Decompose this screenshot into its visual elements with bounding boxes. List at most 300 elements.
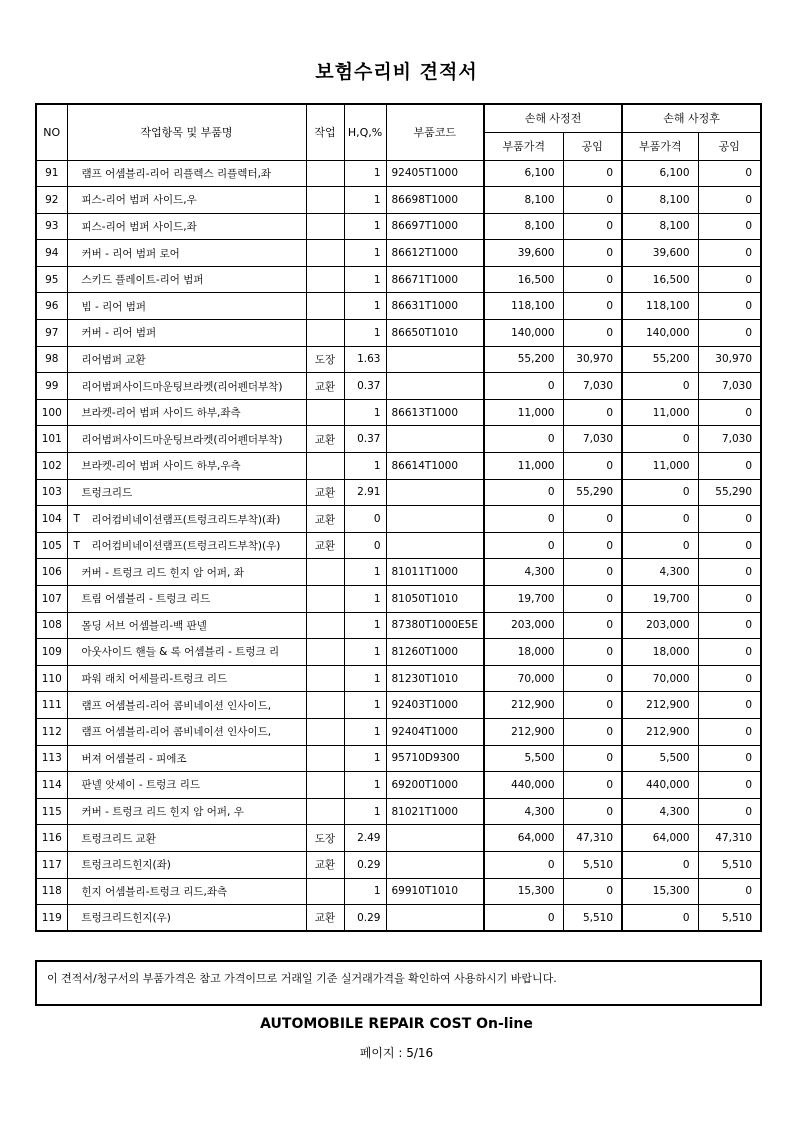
item-name: 리어범퍼사이드마운팅브라켓(리어펜더부착) — [81, 433, 283, 446]
before-part-price: 19,700 — [484, 586, 563, 613]
after-part-price: 0 — [622, 905, 698, 932]
item-name: 램프 어셈블리-리어 콤비네이션 인사이드, — [81, 699, 272, 712]
table-row — [36, 586, 761, 613]
hq-value: 1 — [344, 745, 386, 772]
before-part-price: 4,300 — [484, 559, 563, 586]
hq-value: 0.37 — [344, 426, 386, 453]
part-code: 69910T1010 — [386, 878, 484, 905]
item-name: 트렁크리드힌지(좌) — [81, 859, 171, 872]
before-labor: 0 — [563, 160, 622, 187]
before-part-price: 55,200 — [484, 346, 563, 373]
t-flag: T — [73, 539, 80, 552]
before-part-price: 212,900 — [484, 718, 563, 745]
hq-value: 1 — [344, 692, 386, 719]
item-name: 트림 어셈블리 - 트렁크 리드 — [81, 593, 211, 606]
item-name-cell — [67, 825, 306, 852]
header-hq: H,Q,% — [344, 104, 386, 160]
row-number: 92 — [36, 187, 67, 214]
after-part-price: 440,000 — [622, 772, 698, 799]
work-type — [306, 639, 344, 666]
part-code — [386, 346, 484, 373]
row-number: 116 — [36, 825, 67, 852]
before-part-price: 5,500 — [484, 745, 563, 772]
after-labor: 0 — [698, 665, 761, 692]
item-name-cell — [67, 612, 306, 639]
after-labor: 5,510 — [698, 905, 761, 932]
item-name-cell — [67, 639, 306, 666]
work-type — [306, 453, 344, 480]
after-part-price: 118,100 — [622, 293, 698, 320]
after-labor: 0 — [698, 772, 761, 799]
row-number: 97 — [36, 320, 67, 347]
after-part-price: 0 — [622, 506, 698, 533]
work-type — [306, 745, 344, 772]
table-row — [36, 373, 761, 400]
table-row — [36, 399, 761, 426]
header-before-part-price: 부품가격 — [484, 132, 563, 160]
after-labor: 0 — [698, 878, 761, 905]
part-code — [386, 825, 484, 852]
before-labor: 0 — [563, 665, 622, 692]
before-labor: 0 — [563, 187, 622, 214]
table-row — [36, 692, 761, 719]
item-name: 트렁크리드 교환 — [81, 832, 156, 845]
row-number: 110 — [36, 665, 67, 692]
part-code — [386, 373, 484, 400]
item-name-cell — [67, 718, 306, 745]
part-code: 92405T1000 — [386, 160, 484, 187]
after-part-price: 4,300 — [622, 798, 698, 825]
hq-value: 2.49 — [344, 825, 386, 852]
work-type — [306, 320, 344, 347]
before-part-price: 70,000 — [484, 665, 563, 692]
header-item: 작업항목 및 부품명 — [67, 104, 306, 160]
before-part-price: 64,000 — [484, 825, 563, 852]
after-labor: 0 — [698, 320, 761, 347]
hq-value: 1 — [344, 798, 386, 825]
page-title: 보험수리비 견적서 — [315, 61, 478, 83]
before-part-price: 16,500 — [484, 266, 563, 293]
item-name-cell — [67, 240, 306, 267]
table-row — [36, 798, 761, 825]
work-type — [306, 718, 344, 745]
after-labor: 0 — [698, 745, 761, 772]
hq-value: 1 — [344, 586, 386, 613]
before-labor: 7,030 — [563, 426, 622, 453]
table-row — [36, 772, 761, 799]
item-name: 빔 - 리어 범퍼 — [81, 300, 147, 313]
hq-value: 1 — [344, 453, 386, 480]
before-labor: 0 — [563, 559, 622, 586]
item-name-cell — [67, 426, 306, 453]
item-name: 리어컴비네이션램프(트렁크리드부착)(좌) — [91, 513, 281, 526]
after-part-price: 39,600 — [622, 240, 698, 267]
row-number: 95 — [36, 266, 67, 293]
row-number: 100 — [36, 399, 67, 426]
after-part-price: 212,900 — [622, 692, 698, 719]
table-row — [36, 240, 761, 267]
hq-value: 1 — [344, 187, 386, 214]
before-labor: 5,510 — [563, 851, 622, 878]
work-type — [306, 187, 344, 214]
item-name: 리어범퍼 교환 — [81, 353, 146, 366]
work-type: 교환 — [306, 373, 344, 400]
before-part-price: 0 — [484, 373, 563, 400]
before-part-price: 11,000 — [484, 453, 563, 480]
before-labor: 0 — [563, 399, 622, 426]
after-labor: 0 — [698, 559, 761, 586]
part-code: 81011T1000 — [386, 559, 484, 586]
item-name-cell — [67, 905, 306, 932]
work-type: 교환 — [306, 905, 344, 932]
before-part-price: 203,000 — [484, 612, 563, 639]
item-name-cell — [67, 851, 306, 878]
table-row — [36, 320, 761, 347]
after-labor: 0 — [698, 160, 761, 187]
work-type — [306, 293, 344, 320]
table-row — [36, 479, 761, 506]
part-code: 81260T1000 — [386, 639, 484, 666]
work-type — [306, 878, 344, 905]
after-part-price: 140,000 — [622, 320, 698, 347]
item-name-cell — [67, 586, 306, 613]
hq-value: 2.91 — [344, 479, 386, 506]
before-labor: 0 — [563, 453, 622, 480]
table-row — [36, 426, 761, 453]
after-part-price: 5,500 — [622, 745, 698, 772]
hq-value: 1 — [344, 293, 386, 320]
work-type: 교환 — [306, 851, 344, 878]
before-part-price: 0 — [484, 479, 563, 506]
header-after-part-price: 부품가격 — [622, 132, 698, 160]
work-type — [306, 399, 344, 426]
hq-value: 0.37 — [344, 373, 386, 400]
after-part-price: 15,300 — [622, 878, 698, 905]
table-row — [36, 160, 761, 187]
part-code: 86614T1000 — [386, 453, 484, 480]
table-row — [36, 346, 761, 373]
row-number: 94 — [36, 240, 67, 267]
after-labor: 0 — [698, 187, 761, 214]
part-code: 81050T1010 — [386, 586, 484, 613]
work-type — [306, 692, 344, 719]
after-part-price: 8,100 — [622, 187, 698, 214]
table-row — [36, 213, 761, 240]
part-code: 86650T1010 — [386, 320, 484, 347]
table-row — [36, 293, 761, 320]
row-number: 101 — [36, 426, 67, 453]
before-labor: 0 — [563, 612, 622, 639]
item-name: 피스-리어 범퍼 사이드,우 — [81, 194, 197, 207]
before-part-price: 212,900 — [484, 692, 563, 719]
item-name: 아웃사이드 핸들 & 록 어셈블리 - 트렁크 리 — [81, 646, 280, 659]
before-labor: 0 — [563, 293, 622, 320]
before-part-price: 440,000 — [484, 772, 563, 799]
after-part-price: 70,000 — [622, 665, 698, 692]
row-number: 104 — [36, 506, 67, 533]
row-number: 117 — [36, 851, 67, 878]
item-name-cell — [67, 878, 306, 905]
item-name-cell — [67, 479, 306, 506]
work-type — [306, 586, 344, 613]
table-row — [36, 665, 761, 692]
hq-value: 1 — [344, 772, 386, 799]
item-name: 판넬 앗세이 - 트렁크 리드 — [81, 779, 201, 792]
row-number: 96 — [36, 293, 67, 320]
work-type: 도장 — [306, 346, 344, 373]
part-code: 92403T1000 — [386, 692, 484, 719]
row-number: 106 — [36, 559, 67, 586]
table-row — [36, 532, 761, 559]
item-name-cell — [67, 692, 306, 719]
before-labor: 0 — [563, 320, 622, 347]
part-code: 86698T1000 — [386, 187, 484, 214]
table-row — [36, 905, 761, 932]
row-number: 119 — [36, 905, 67, 932]
work-type — [306, 665, 344, 692]
before-labor: 5,510 — [563, 905, 622, 932]
item-name-cell — [67, 665, 306, 692]
item-name: 피스-리어 범퍼 사이드,좌 — [81, 220, 197, 233]
after-part-price: 19,700 — [622, 586, 698, 613]
before-labor: 0 — [563, 532, 622, 559]
work-type — [306, 266, 344, 293]
before-labor: 0 — [563, 213, 622, 240]
hq-value: 1 — [344, 399, 386, 426]
after-labor: 5,510 — [698, 851, 761, 878]
part-code — [386, 532, 484, 559]
before-labor: 0 — [563, 798, 622, 825]
item-name-cell — [67, 399, 306, 426]
before-part-price: 118,100 — [484, 293, 563, 320]
row-number: 102 — [36, 453, 67, 480]
part-code: 86612T1000 — [386, 240, 484, 267]
before-part-price: 0 — [484, 426, 563, 453]
after-part-price: 8,100 — [622, 213, 698, 240]
work-type — [306, 612, 344, 639]
after-labor: 55,290 — [698, 479, 761, 506]
after-part-price: 55,200 — [622, 346, 698, 373]
hq-value: 1.63 — [344, 346, 386, 373]
before-part-price: 0 — [484, 905, 563, 932]
item-name-cell — [67, 745, 306, 772]
item-name-cell — [67, 320, 306, 347]
table-row — [36, 639, 761, 666]
item-name-cell — [67, 293, 306, 320]
row-number: 108 — [36, 612, 67, 639]
row-number: 109 — [36, 639, 67, 666]
item-name-cell — [67, 373, 306, 400]
item-name: 리어컴비네이션램프(트렁크리드부착)(우) — [91, 540, 281, 553]
footer-page-number: 페이지 : 5/16 — [359, 1046, 434, 1060]
row-number: 107 — [36, 586, 67, 613]
after-part-price: 203,000 — [622, 612, 698, 639]
before-labor: 0 — [563, 772, 622, 799]
before-part-price: 8,100 — [484, 187, 563, 214]
hq-value: 0.29 — [344, 905, 386, 932]
table-row — [36, 266, 761, 293]
item-name: 스키드 플레이트-리어 범퍼 — [81, 274, 204, 287]
hq-value: 0 — [344, 532, 386, 559]
row-number: 111 — [36, 692, 67, 719]
hq-value: 1 — [344, 240, 386, 267]
header-before-group: 손해 사정전 — [484, 104, 622, 132]
hq-value: 1 — [344, 320, 386, 347]
part-code: 86697T1000 — [386, 213, 484, 240]
after-labor: 47,310 — [698, 825, 761, 852]
row-number: 115 — [36, 798, 67, 825]
before-labor: 7,030 — [563, 373, 622, 400]
part-code — [386, 851, 484, 878]
item-name-cell — [67, 772, 306, 799]
work-type — [306, 240, 344, 267]
table-row — [36, 612, 761, 639]
item-name: 리어범퍼사이드마운팅브라켓(리어펜더부착) — [81, 380, 283, 393]
part-code: 95710D9300 — [386, 745, 484, 772]
notice-box — [35, 960, 762, 1006]
part-code: 92404T1000 — [386, 718, 484, 745]
work-type: 교환 — [306, 532, 344, 559]
item-name: 램프 어셈블리-리어 콤비네이션 인사이드, — [81, 726, 272, 739]
hq-value: 1 — [344, 160, 386, 187]
before-part-price: 11,000 — [484, 399, 563, 426]
item-name: 램프 어셈블리-리어 리플렉스 리플렉터,좌 — [81, 167, 272, 180]
table-header — [36, 104, 761, 160]
table-row — [36, 878, 761, 905]
work-type — [306, 213, 344, 240]
header-after-group: 손해 사정후 — [622, 104, 761, 132]
before-labor: 0 — [563, 878, 622, 905]
hq-value: 1 — [344, 612, 386, 639]
after-labor: 0 — [698, 399, 761, 426]
work-type: 교환 — [306, 506, 344, 533]
part-code: 81021T1000 — [386, 798, 484, 825]
item-name-cell — [67, 506, 306, 533]
work-type — [306, 798, 344, 825]
before-labor: 47,310 — [563, 825, 622, 852]
item-name-cell — [67, 160, 306, 187]
part-code: 86613T1000 — [386, 399, 484, 426]
after-labor: 0 — [698, 798, 761, 825]
table-row — [36, 718, 761, 745]
item-name: 트렁크리드힌지(우) — [81, 912, 171, 925]
hq-value: 1 — [344, 639, 386, 666]
table-row — [36, 745, 761, 772]
before-part-price: 0 — [484, 506, 563, 533]
work-type: 도장 — [306, 825, 344, 852]
before-labor: 0 — [563, 718, 622, 745]
before-part-price: 8,100 — [484, 213, 563, 240]
item-name: 커버 - 리어 범퍼 — [81, 327, 157, 340]
item-name-cell — [67, 187, 306, 214]
table-row — [36, 506, 761, 533]
before-part-price: 18,000 — [484, 639, 563, 666]
part-code — [386, 426, 484, 453]
hq-value: 1 — [344, 559, 386, 586]
table-row — [36, 453, 761, 480]
before-labor: 55,290 — [563, 479, 622, 506]
work-type — [306, 559, 344, 586]
after-part-price: 0 — [622, 851, 698, 878]
t-flag: T — [73, 513, 80, 526]
estimate-table-body — [36, 160, 761, 931]
before-part-price: 4,300 — [484, 798, 563, 825]
footer-brand: AUTOMOBILE REPAIR COST On-line — [260, 1016, 533, 1032]
after-labor: 0 — [698, 213, 761, 240]
row-number: 98 — [36, 346, 67, 373]
row-number: 112 — [36, 718, 67, 745]
hq-value: 1 — [344, 665, 386, 692]
item-name: 커버 - 트렁크 리드 힌지 암 어퍼, 좌 — [81, 566, 244, 579]
header-before-labor: 공임 — [563, 132, 622, 160]
item-name-cell — [67, 346, 306, 373]
header-no: NO — [36, 104, 67, 160]
before-labor: 0 — [563, 240, 622, 267]
before-labor: 30,970 — [563, 346, 622, 373]
part-code: 86671T1000 — [386, 266, 484, 293]
item-name-cell — [67, 559, 306, 586]
item-name: 몰딩 서브 어셈블리-백 판넬 — [81, 619, 207, 632]
before-part-price: 15,300 — [484, 878, 563, 905]
after-labor: 0 — [698, 612, 761, 639]
repair-estimate-table — [35, 103, 762, 932]
row-number: 99 — [36, 373, 67, 400]
part-code: 86631T1000 — [386, 293, 484, 320]
after-labor: 0 — [698, 293, 761, 320]
notice-text: 이 견적서/청구서의 부품가격은 참고 가격이므로 거래일 기준 실거래가격을 확인하여 사용하시기 바랍니다. — [47, 972, 557, 985]
part-code: 81230T1010 — [386, 665, 484, 692]
part-code — [386, 479, 484, 506]
after-labor: 0 — [698, 506, 761, 533]
part-code — [386, 905, 484, 932]
after-labor: 7,030 — [698, 373, 761, 400]
item-name-cell — [67, 213, 306, 240]
before-labor: 0 — [563, 266, 622, 293]
hq-value: 1 — [344, 878, 386, 905]
before-part-price: 140,000 — [484, 320, 563, 347]
header-part-code: 부품코드 — [386, 104, 484, 160]
before-labor: 0 — [563, 506, 622, 533]
row-number: 118 — [36, 878, 67, 905]
after-part-price: 0 — [622, 532, 698, 559]
after-labor: 0 — [698, 692, 761, 719]
item-name-cell — [67, 266, 306, 293]
item-name-cell — [67, 798, 306, 825]
after-part-price: 0 — [622, 479, 698, 506]
item-name: 버져 어셈블리 - 피에조 — [81, 752, 187, 765]
after-labor: 0 — [698, 240, 761, 267]
row-number: 91 — [36, 160, 67, 187]
after-part-price: 0 — [622, 373, 698, 400]
work-type — [306, 160, 344, 187]
hq-value: 0.29 — [344, 851, 386, 878]
item-name: 커버 - 리어 범퍼 로어 — [81, 247, 180, 260]
item-name: 트렁크리드 — [81, 486, 133, 499]
part-code — [386, 506, 484, 533]
work-type — [306, 772, 344, 799]
header-work: 작업 — [306, 104, 344, 160]
work-type: 교환 — [306, 426, 344, 453]
item-name-cell — [67, 453, 306, 480]
table-row — [36, 187, 761, 214]
after-part-price: 18,000 — [622, 639, 698, 666]
before-part-price: 6,100 — [484, 160, 563, 187]
item-name: 브라켓-리어 범퍼 사이드 하부,우측 — [81, 460, 241, 473]
item-name: 힌지 어셈블리-트렁크 리드,좌측 — [81, 885, 228, 898]
item-name-cell — [67, 532, 306, 559]
table-row — [36, 559, 761, 586]
header-after-labor: 공임 — [698, 132, 761, 160]
